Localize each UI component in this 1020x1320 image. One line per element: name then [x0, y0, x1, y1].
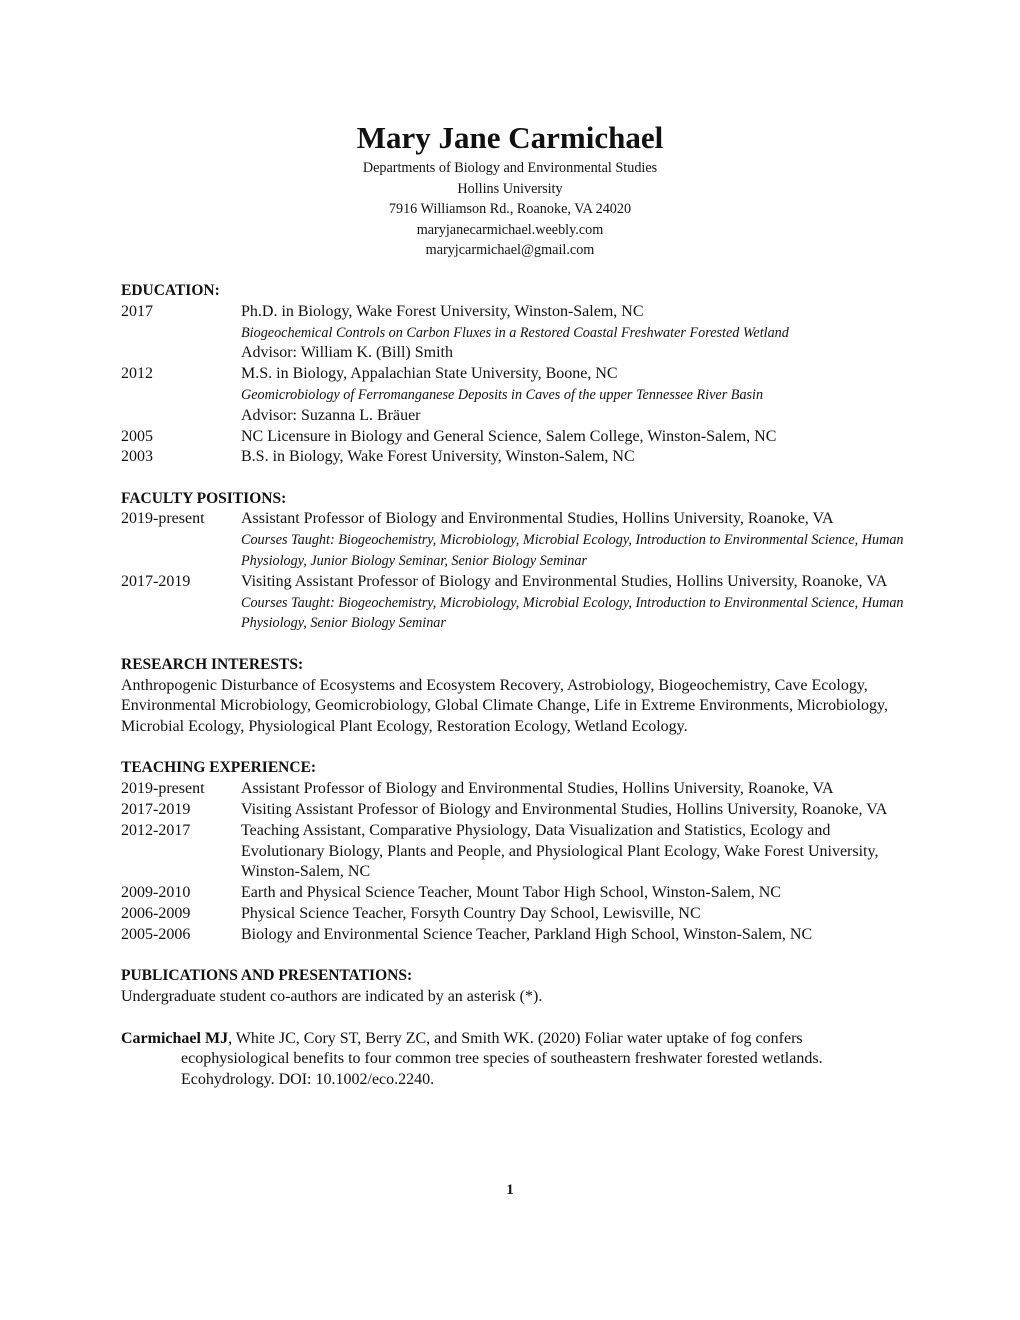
teaching-entry — [121, 779, 911, 800]
entry-courses: Courses Taught: Biogeochemistry, Microbiology, Microbial Ecology, Introduction to Environmental Science, Human Physiology, Junior Biology Seminar, Senior Biology Seminar — [241, 532, 904, 570]
section-title-research: RESEARCH INTERESTS: — [121, 655, 304, 673]
entry-position: Earth and Physical Science Teacher, Mount Tabor High School, Winston-Salem, NC — [241, 884, 781, 902]
entry-year: 2012 — [121, 365, 153, 383]
research-section — [121, 655, 911, 738]
cv-content — [121, 281, 911, 1111]
entry-year: 2005-2006 — [121, 925, 191, 943]
education-entry — [121, 302, 911, 364]
teaching-entry — [121, 883, 911, 904]
entry-thesis: Biogeochemical Controls on Carbon Fluxes in a Restored Coastal Freshwater Forested Wetland — [241, 324, 789, 341]
section-title-education: EDUCATION: — [121, 282, 220, 299]
education-entry — [121, 364, 911, 426]
entry-advisor: Advisor: Suzanna L. Bräuer — [241, 406, 421, 424]
entry-degree: NC Licensure in Biology and General Science, Salem College, Winston-Salem, NC — [241, 427, 777, 445]
entry-year: 2017-2019 — [121, 572, 191, 590]
entry-thesis: Geomicrobiology of Ferromanganese Deposits in Caves of the upper Tennessee River Basin — [241, 386, 764, 403]
faculty-section — [121, 489, 911, 635]
publications-note: Undergraduate student co-authors are indicated by an asterisk (*). — [121, 987, 543, 1005]
entry-position: Teaching Assistant, Comparative Physiology, Data Visualization and Statistics, Ecology and Evolutionary Biology, Plants and People, and Physiological Plant Ecology, Wake Forest University, Winston-Salem, NC — [241, 821, 879, 881]
faculty-entry — [121, 509, 911, 571]
publication-entry — [121, 1029, 851, 1091]
entry-degree: Ph.D. in Biology, Wake Forest University, Winston-Salem, NC — [241, 302, 644, 320]
entry-year: 2017 — [121, 302, 153, 320]
entry-year: 2019-present — [121, 780, 205, 798]
entry-position: Assistant Professor of Biology and Environmental Studies, Hollins University, Roanoke, VA — [241, 780, 834, 798]
entry-year: 2009-2010 — [121, 884, 191, 902]
entry-year: 2005 — [121, 427, 153, 445]
section-title-teaching: TEACHING EXPERIENCE: — [121, 759, 317, 777]
entry-position: Visiting Assistant Professor of Biology and Environmental Studies, Hollins University, Roanoke, VA — [241, 572, 888, 590]
faculty-entry — [121, 572, 911, 634]
page-number: 1 — [506, 1182, 514, 1198]
entry-year: 2012-2017 — [121, 821, 191, 839]
teaching-section — [121, 758, 911, 945]
cv-header — [0, 118, 1020, 261]
person-name: Mary Jane Carmichael — [356, 120, 664, 155]
teaching-entry — [121, 925, 911, 946]
education-entry — [121, 447, 911, 468]
entry-year: 2003 — [121, 448, 153, 466]
education-section — [121, 281, 911, 468]
entry-position: Biology and Environmental Science Teacher, Parkland High School, Winston-Salem, NC — [241, 925, 813, 943]
entry-position: Physical Science Teacher, Forsyth Country Day School, Lewisville, NC — [241, 905, 701, 923]
address: 7916 Williamson Rd., Roanoke, VA 24020 — [388, 201, 632, 218]
section-title-publications: PUBLICATIONS AND PRESENTATIONS: — [121, 967, 413, 985]
university: Hollins University — [457, 180, 563, 197]
entry-advisor: Advisor: William K. (Bill) Smith — [241, 344, 453, 362]
entry-year: 2019-present — [121, 510, 205, 528]
entry-courses: Courses Taught: Biogeochemistry, Microbiology, Microbial Ecology, Introduction to Environmental Science, Human Physiology, Senior Biology Seminar — [241, 594, 904, 632]
entry-year: 2006-2009 — [121, 905, 191, 923]
publication-citation: , White JC, Cory ST, Berry ZC, and Smith WK. (2020) Foliar water uptake of fog confers ecophysiological benefits to four common tree species of southeastern freshwater forested wetlands. Ecohydrology. DOI: 10.1002/eco.2240. — [181, 1029, 823, 1089]
website: maryjanecarmichael.weebly.com — [416, 221, 604, 238]
section-title-faculty: FACULTY POSITIONS: — [121, 489, 287, 507]
entry-degree: B.S. in Biology, Wake Forest University, Winston-Salem, NC — [241, 448, 635, 466]
entry-position: Assistant Professor of Biology and Environmental Studies, Hollins University, Roanoke, VA — [241, 510, 834, 528]
publications-section — [121, 966, 911, 1091]
teaching-entry — [121, 800, 911, 821]
teaching-entry — [121, 821, 911, 883]
research-text: Anthropogenic Disturbance of Ecosystems and Ecosystem Recovery, Astrobiology, Biogeochemistry, Cave Ecology, Environmental Microbiology, Geomicrobiology, Global Climate Change, Life in Extreme Environments, Microbiology, Microbial Ecology, Physiological Plant Ecology, Restoration Ecology, Wetland Ecology. — [121, 676, 888, 736]
teaching-entry — [121, 904, 911, 925]
publication-lead-author: Carmichael MJ — [121, 1029, 229, 1047]
entry-year: 2017-2019 — [121, 801, 191, 819]
entry-position: Visiting Assistant Professor of Biology and Environmental Studies, Hollins University, Roanoke, VA — [241, 801, 888, 819]
department: Departments of Biology and Environmental Studies — [362, 160, 658, 176]
entry-degree: M.S. in Biology, Appalachian State University, Boone, NC — [241, 365, 618, 383]
education-entry — [121, 427, 911, 448]
email: maryjcarmichael@gmail.com — [425, 242, 595, 259]
